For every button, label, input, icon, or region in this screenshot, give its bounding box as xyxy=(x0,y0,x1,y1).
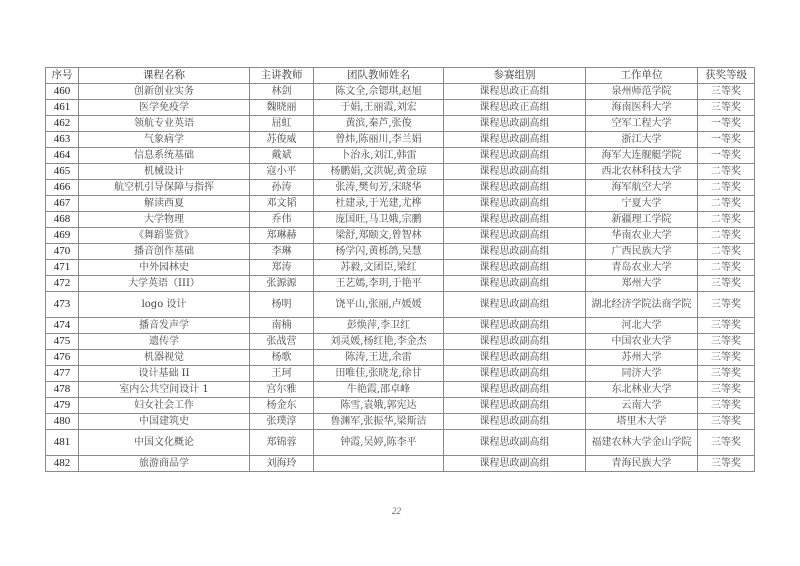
cell-lead-teacher: 郑涛 xyxy=(250,260,314,276)
cell-lead-teacher: 刘海玲 xyxy=(250,456,314,472)
cell-course-name: 中国建筑史 xyxy=(79,414,250,430)
cell-competition-group: 课程思政副高组 xyxy=(444,180,586,196)
table-row xyxy=(46,228,755,244)
cell-award-level: 三等奖 xyxy=(698,414,755,430)
cell-team-teachers: 杨鹏娟,文洪妮,黄金琼 xyxy=(314,164,444,180)
cell-course-name: 信息系统基础 xyxy=(79,148,250,164)
page-number: 22 xyxy=(392,506,401,516)
cell-award-level: 三等奖 xyxy=(698,456,755,472)
cell-course-name: 大学英语（III） xyxy=(79,276,250,292)
cell-competition-group: 课程思政副高组 xyxy=(444,334,586,350)
table-row xyxy=(46,244,755,260)
cell-work-unit: 广西民族大学 xyxy=(586,244,698,260)
cell-course-name: 领航专业英语 xyxy=(79,116,250,132)
table-row xyxy=(46,398,755,414)
cell-lead-teacher: 杨金东 xyxy=(250,398,314,414)
cell-course-name: 室内公共空间设计 1 xyxy=(79,382,250,398)
cell-work-unit: 东北林业大学 xyxy=(586,382,698,398)
cell-work-unit: 新疆理工学院 xyxy=(586,212,698,228)
cell-competition-group: 课程思政副高组 xyxy=(444,148,586,164)
cell-lead-teacher: 孙涛 xyxy=(250,180,314,196)
cell-team-teachers: 庞国旺,马卫娥,宗鹏 xyxy=(314,212,444,228)
cell-award-level: 三等奖 xyxy=(698,100,755,116)
cell-lead-teacher: 苏俊威 xyxy=(250,132,314,148)
cell-competition-group: 课程思政副高组 xyxy=(444,228,586,244)
cell-work-unit: 青岛农业大学 xyxy=(586,260,698,276)
cell-lead-teacher: 乔伟 xyxy=(250,212,314,228)
cell-serial-number: 480 xyxy=(46,414,79,430)
cell-competition-group: 课程思政副高组 xyxy=(444,164,586,180)
table-row xyxy=(46,382,755,398)
cell-serial-number: 474 xyxy=(46,318,79,334)
cell-serial-number: 482 xyxy=(46,456,79,472)
cell-work-unit: 空军工程大学 xyxy=(586,116,698,132)
cell-course-name: 旅游商品学 xyxy=(79,456,250,472)
cell-team-teachers: 牛艳霞,邵卓峰 xyxy=(314,382,444,398)
table-row xyxy=(46,100,755,116)
cell-lead-teacher: 郑锦蓉 xyxy=(250,430,314,456)
cell-team-teachers: 陈涛,王进,余雷 xyxy=(314,350,444,366)
cell-serial-number: 468 xyxy=(46,212,79,228)
table-row xyxy=(46,276,755,292)
header-award-level: 获奖等级 xyxy=(698,68,755,84)
cell-course-name: 播音发声学 xyxy=(79,318,250,334)
cell-award-level: 二等奖 xyxy=(698,180,755,196)
cell-competition-group: 课程思政副高组 xyxy=(444,292,586,318)
cell-award-level: 二等奖 xyxy=(698,244,755,260)
cell-lead-teacher: 王珂 xyxy=(250,366,314,382)
cell-award-level: 三等奖 xyxy=(698,276,755,292)
cell-serial-number: 471 xyxy=(46,260,79,276)
cell-lead-teacher: 林剑 xyxy=(250,84,314,100)
cell-competition-group: 课程思政副高组 xyxy=(444,196,586,212)
cell-course-name: 航空机引导保障与指挥 xyxy=(79,180,250,196)
cell-work-unit: 同济大学 xyxy=(586,366,698,382)
cell-course-name: 中外园林史 xyxy=(79,260,250,276)
cell-lead-teacher: 张战营 xyxy=(250,334,314,350)
cell-work-unit: 华南农业大学 xyxy=(586,228,698,244)
header-team-teachers: 团队教师姓名 xyxy=(314,68,444,84)
cell-award-level: 三等奖 xyxy=(698,292,755,318)
cell-lead-teacher: 宫尔雅 xyxy=(250,382,314,398)
cell-competition-group: 课程思政副高组 xyxy=(444,366,586,382)
cell-course-name: 机器视觉 xyxy=(79,350,250,366)
cell-team-teachers: 杨学闪,黄栎鸽,吴慧 xyxy=(314,244,444,260)
cell-lead-teacher: 李琳 xyxy=(250,244,314,260)
cell-team-teachers: 苏毅,文团臣,梁红 xyxy=(314,260,444,276)
cell-work-unit: 泉州师范学院 xyxy=(586,84,698,100)
cell-team-teachers: 张涛,樊旬芳,宋晓华 xyxy=(314,180,444,196)
cell-competition-group: 课程思政正高组 xyxy=(444,100,586,116)
cell-competition-group: 课程思政正高组 xyxy=(444,84,586,100)
cell-award-level: 二等奖 xyxy=(698,164,755,180)
cell-competition-group: 课程思政副高组 xyxy=(444,212,586,228)
table-row xyxy=(46,164,755,180)
cell-serial-number: 462 xyxy=(46,116,79,132)
cell-competition-group: 课程思政副高组 xyxy=(444,260,586,276)
cell-serial-number: 464 xyxy=(46,148,79,164)
cell-serial-number: 469 xyxy=(46,228,79,244)
cell-award-level: 二等奖 xyxy=(698,260,755,276)
cell-award-level: 三等奖 xyxy=(698,366,755,382)
cell-award-level: 三等奖 xyxy=(698,318,755,334)
cell-award-level: 一等奖 xyxy=(698,116,755,132)
cell-course-name: 解读西夏 xyxy=(79,196,250,212)
cell-lead-teacher: 魏晓丽 xyxy=(250,100,314,116)
cell-work-unit: 福建农林大学金山学院 xyxy=(586,430,698,456)
cell-team-teachers: 彭焕萍,李卫红 xyxy=(314,318,444,334)
cell-lead-teacher: 张源源 xyxy=(250,276,314,292)
cell-lead-teacher: 寇小平 xyxy=(250,164,314,180)
cell-serial-number: 479 xyxy=(46,398,79,414)
cell-award-level: 二等奖 xyxy=(698,196,755,212)
table-row xyxy=(46,456,755,472)
cell-work-unit: 青海民族大学 xyxy=(586,456,698,472)
cell-competition-group: 课程思政副高组 xyxy=(444,456,586,472)
cell-competition-group: 课程思政副高组 xyxy=(444,132,586,148)
table-body xyxy=(46,84,755,472)
cell-team-teachers: 鲁渊军,张振华,梁斯洁 xyxy=(314,414,444,430)
award-table xyxy=(45,67,755,472)
table-row xyxy=(46,148,755,164)
cell-work-unit: 西北农林科技大学 xyxy=(586,164,698,180)
cell-serial-number: 470 xyxy=(46,244,79,260)
cell-team-teachers: 于娟,王丽霞,刘宏 xyxy=(314,100,444,116)
cell-competition-group: 课程思政副高组 xyxy=(444,318,586,334)
cell-course-name: 妇女社会工作 xyxy=(79,398,250,414)
cell-team-teachers: 曾炜,陈丽川,李兰娟 xyxy=(314,132,444,148)
cell-serial-number: 460 xyxy=(46,84,79,100)
cell-serial-number: 465 xyxy=(46,164,79,180)
cell-serial-number: 481 xyxy=(46,430,79,456)
cell-work-unit: 宁夏大学 xyxy=(586,196,698,212)
cell-serial-number: 473 xyxy=(46,292,79,318)
cell-team-teachers: 黄滨,秦芦,张俊 xyxy=(314,116,444,132)
cell-team-teachers: 饶平山,张丽,卢媛媛 xyxy=(314,292,444,318)
cell-competition-group: 课程思政副高组 xyxy=(444,382,586,398)
table-row xyxy=(46,334,755,350)
cell-course-name: 大学物理 xyxy=(79,212,250,228)
cell-work-unit: 塔里木大学 xyxy=(586,414,698,430)
cell-course-name: 气象病学 xyxy=(79,132,250,148)
table-row xyxy=(46,180,755,196)
cell-team-teachers: 卜治永,刘江,韩雷 xyxy=(314,148,444,164)
cell-lead-teacher: 屈虹 xyxy=(250,116,314,132)
cell-work-unit: 郑州大学 xyxy=(586,276,698,292)
table-row xyxy=(46,350,755,366)
cell-serial-number: 472 xyxy=(46,276,79,292)
cell-course-name: 中国文化概论 xyxy=(79,430,250,456)
cell-award-level: 三等奖 xyxy=(698,382,755,398)
cell-work-unit: 河北大学 xyxy=(586,318,698,334)
cell-competition-group: 课程思政副高组 xyxy=(444,430,586,456)
cell-serial-number: 466 xyxy=(46,180,79,196)
header-lead-teacher: 主讲教师 xyxy=(250,68,314,84)
cell-work-unit: 浙江大学 xyxy=(586,132,698,148)
cell-team-teachers: 杜建录,于光建,尤桦 xyxy=(314,196,444,212)
cell-work-unit: 中国农业大学 xyxy=(586,334,698,350)
cell-work-unit: 海军大连舰艇学院 xyxy=(586,148,698,164)
cell-lead-teacher: 杨明 xyxy=(250,292,314,318)
cell-competition-group: 课程思政副高组 xyxy=(444,398,586,414)
header-serial-number: 序号 xyxy=(46,68,79,84)
header-work-unit: 工作单位 xyxy=(586,68,698,84)
cell-lead-teacher: 张璞淳 xyxy=(250,414,314,430)
table-row xyxy=(46,212,755,228)
table-row xyxy=(46,116,755,132)
table-row xyxy=(46,84,755,100)
cell-work-unit: 海军航空大学 xyxy=(586,180,698,196)
table-row xyxy=(46,196,755,212)
table-header-row xyxy=(46,68,755,84)
cell-serial-number: 467 xyxy=(46,196,79,212)
cell-course-name: 播音创作基础 xyxy=(79,244,250,260)
cell-award-level: 三等奖 xyxy=(698,430,755,456)
cell-serial-number: 478 xyxy=(46,382,79,398)
cell-lead-teacher: 戴斌 xyxy=(250,148,314,164)
cell-lead-teacher: 郑琳赫 xyxy=(250,228,314,244)
cell-lead-teacher: 邓文韬 xyxy=(250,196,314,212)
cell-work-unit: 海南医科大学 xyxy=(586,100,698,116)
cell-course-name: 创新创业实务 xyxy=(79,84,250,100)
cell-course-name: 机械设计 xyxy=(79,164,250,180)
cell-team-teachers: 田唯佳,张晓龙,徐甘 xyxy=(314,366,444,382)
cell-serial-number: 477 xyxy=(46,366,79,382)
table-row xyxy=(46,366,755,382)
cell-award-level: 三等奖 xyxy=(698,84,755,100)
header-competition-group: 参赛组别 xyxy=(444,68,586,84)
table-row xyxy=(46,430,755,456)
table-row xyxy=(46,318,755,334)
cell-course-name: 《舞蹈鉴赏》 xyxy=(79,228,250,244)
cell-team-teachers: 刘灵媛,杨红艳,李金杰 xyxy=(314,334,444,350)
cell-serial-number: 476 xyxy=(46,350,79,366)
cell-competition-group: 课程思政副高组 xyxy=(444,244,586,260)
table-row xyxy=(46,414,755,430)
cell-work-unit: 云南大学 xyxy=(586,398,698,414)
cell-lead-teacher: 杨歌 xyxy=(250,350,314,366)
cell-team-teachers: 梁舒,郑颐文,曾智林 xyxy=(314,228,444,244)
cell-team-teachers: 钟霞,吴婷,陈李平 xyxy=(314,430,444,456)
cell-serial-number: 461 xyxy=(46,100,79,116)
cell-course-name: 设计基础 II xyxy=(79,366,250,382)
cell-course-name: logo 设计 xyxy=(79,292,250,318)
header-course-name: 课程名称 xyxy=(79,68,250,84)
cell-team-teachers: 陈雪,袁娥,郭宪达 xyxy=(314,398,444,414)
cell-course-name: 遗传学 xyxy=(79,334,250,350)
table-row xyxy=(46,292,755,318)
cell-team-teachers xyxy=(314,456,444,472)
cell-lead-teacher: 南楠 xyxy=(250,318,314,334)
cell-serial-number: 475 xyxy=(46,334,79,350)
cell-award-level: 二等奖 xyxy=(698,228,755,244)
cell-award-level: 一等奖 xyxy=(698,132,755,148)
cell-award-level: 二等奖 xyxy=(698,212,755,228)
cell-work-unit: 苏州大学 xyxy=(586,350,698,366)
cell-team-teachers: 陈文全,佘锶琪,赵旭 xyxy=(314,84,444,100)
cell-award-level: 一等奖 xyxy=(698,148,755,164)
table-row xyxy=(46,260,755,276)
cell-award-level: 三等奖 xyxy=(698,350,755,366)
cell-course-name: 医学免疫学 xyxy=(79,100,250,116)
cell-competition-group: 课程思政副高组 xyxy=(444,350,586,366)
cell-award-level: 三等奖 xyxy=(698,398,755,414)
cell-serial-number: 463 xyxy=(46,132,79,148)
cell-competition-group: 课程思政副高组 xyxy=(444,414,586,430)
cell-competition-group: 课程思政副高组 xyxy=(444,276,586,292)
cell-work-unit: 湖北经济学院法商学院 xyxy=(586,292,698,318)
cell-award-level: 三等奖 xyxy=(698,334,755,350)
table-row xyxy=(46,132,755,148)
cell-team-teachers: 王艺嫣,李玥,于艳平 xyxy=(314,276,444,292)
cell-competition-group: 课程思政副高组 xyxy=(444,116,586,132)
